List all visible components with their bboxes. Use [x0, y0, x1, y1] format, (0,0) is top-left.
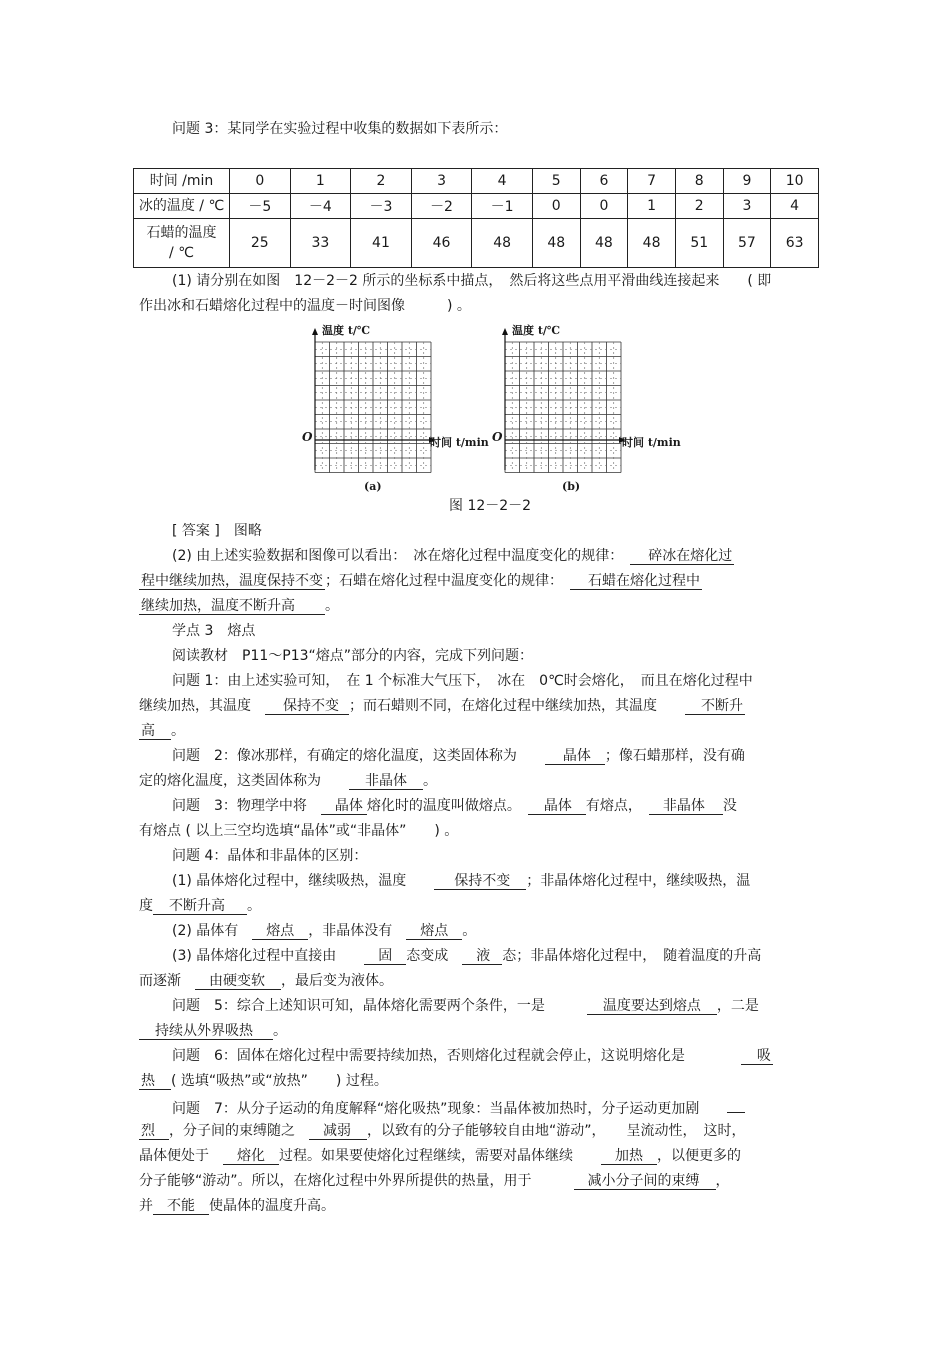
q2-text: 问题 2：像冰那样，有确定的熔化温度，这类固体称为: [172, 748, 545, 764]
table-cell: 25: [230, 219, 291, 268]
answer-blank: 非晶体: [649, 798, 723, 815]
q3b-line1: [172, 796, 737, 816]
answer-blank: 加热: [601, 1148, 657, 1165]
table-cell: 1: [628, 194, 676, 219]
q1-line2: [139, 696, 745, 716]
table-cell: 2: [351, 169, 412, 194]
q7-text: 分子能够“游动”。所以，在熔化过程中外界所提供的热量，用于: [139, 1173, 574, 1189]
wax-header-line2: / ℃: [169, 245, 194, 261]
q4-3-line1: [172, 946, 761, 966]
table-cell: 4: [771, 194, 819, 219]
y-axis-label-b: 温度 t/℃: [512, 324, 561, 337]
answer-blank: 熔点: [406, 923, 462, 940]
table-cell: 8: [675, 169, 723, 194]
y-arrow-icon: [312, 328, 318, 335]
q4-text: 态；非晶体熔化过程中， 随着温度的升高: [502, 948, 762, 964]
q4-text: 度: [139, 898, 153, 914]
q7-text: 过程。如果要使熔化过程继续，需要对晶体继续: [279, 1148, 601, 1164]
q4-text: ，最后变为液体。: [281, 973, 393, 989]
q7-line5: [139, 1196, 335, 1216]
table-cell: 48: [532, 219, 580, 268]
table-row-wax: [134, 219, 819, 268]
q1-text: ；而石蜡则不同，在熔化过程中继续加热，其温度: [349, 698, 685, 714]
q6-text: ( 选填“吸热”或“放热” ) 过程。: [171, 1073, 388, 1089]
q4-text: 。: [462, 923, 477, 939]
answer-blank: 固: [364, 948, 406, 965]
q7-text: 晶体便处于: [139, 1148, 223, 1164]
answer-blank: 减弱: [309, 1123, 367, 1140]
answer-blank: [727, 1096, 745, 1113]
table-cell: 48: [580, 219, 628, 268]
q5-line2: [139, 1021, 287, 1041]
answer-blank: 非晶体: [349, 773, 423, 790]
table-cell: 0: [230, 169, 291, 194]
table-cell: 10: [771, 169, 819, 194]
table-cell: 9: [723, 169, 771, 194]
answer-blank: 温度要达到熔点: [587, 998, 717, 1015]
table-cell: 3: [411, 169, 472, 194]
table-cell: 7: [628, 169, 676, 194]
answer-blank: 不能: [153, 1198, 209, 1215]
q7-text: 使晶体的温度升高。: [209, 1198, 335, 1214]
answer-blank: 熔点: [252, 923, 308, 940]
q3b-text: 有熔点，: [585, 798, 649, 814]
table-cell: －5: [230, 194, 291, 219]
q4-title: 问题 4：晶体和非晶体的区别：: [172, 848, 368, 864]
p2-text: ；石蜡在熔化过程中温度变化的规律：: [325, 573, 570, 589]
table-cell: 2: [675, 194, 723, 219]
graph-a-label: (a): [364, 480, 382, 493]
p1-line1: (1) 请分别在如图 12－2－2 所示的坐标系中描点， 然后将这些点用平滑曲线连接起来 ( 即: [172, 273, 772, 289]
q3-intro: 问题 3：某同学在实验过程中收集的数据如下表所示：: [172, 121, 508, 137]
table-row-ice: [134, 194, 819, 219]
q4-text: 而逐渐: [139, 973, 195, 989]
q2-line1: [172, 746, 745, 766]
read-line: 阅读教材 P11～P13“熔点”部分的内容，完成下列问题：: [172, 648, 534, 664]
q4-text: (3) 晶体熔化过程中直接由: [172, 948, 365, 964]
q7-text: ，分子间的束缚随之: [169, 1123, 309, 1139]
wax-header-line1: 石蜡的温度: [146, 225, 217, 241]
q6-line2: [139, 1071, 388, 1091]
graph-b-label: (b): [562, 480, 581, 493]
q4-text: (2) 晶体有: [172, 923, 253, 939]
q1-line3: [139, 721, 185, 741]
q3b-text: 问题 3：物理学中将: [172, 798, 321, 814]
answer-blank: 持续从外界吸热: [139, 1023, 273, 1040]
q7-text: ，以便更多的: [657, 1148, 741, 1164]
table-cell: －3: [351, 194, 412, 219]
q2-text: 。: [423, 773, 437, 789]
grid-b: [505, 342, 621, 473]
q4-3-line2: [139, 971, 393, 991]
table-cell: 0: [532, 194, 580, 219]
table-cell: 48: [472, 219, 533, 268]
y-axis-label-a: 温度 t/℃: [322, 324, 371, 337]
q7-text: 并: [139, 1198, 153, 1214]
table-cell: 51: [675, 219, 723, 268]
q4-text: 。: [247, 898, 261, 914]
q7-text: ，: [715, 1173, 730, 1189]
p2-line3: [139, 596, 339, 616]
q1-text: 。: [171, 723, 185, 739]
q2-text: 定的熔化温度，这类固体称为: [139, 773, 349, 789]
q4-text: (1) 晶体熔化过程中，继续吸热，温度: [172, 873, 435, 889]
table-cell: 5: [532, 169, 580, 194]
answer-blank: 吸: [741, 1048, 773, 1065]
q3b-line2: 有熔点 ( 以上三空均选填“晶体”或“非晶体” ) 。: [139, 823, 459, 839]
q2-line2: [139, 771, 437, 791]
answer-blank: 减小分子间的束缚: [574, 1173, 716, 1190]
p2-line1: [172, 546, 734, 566]
answer-blank: 晶体: [545, 748, 605, 765]
table-cell: 3: [723, 194, 771, 219]
q4-1-line1: [172, 871, 750, 891]
table-cell: 0: [580, 194, 628, 219]
answer-blank: 烈: [139, 1123, 169, 1140]
q6-text: 问题 6：固体在熔化过程中需要持续加热，否则熔化过程就会停止，这说明熔化是: [172, 1048, 741, 1064]
q5-text: 。: [273, 1023, 287, 1039]
section3-title: 学点 3 熔点: [172, 623, 256, 639]
q4-text: ；非晶体熔化过程中，继续吸热，温: [526, 873, 751, 889]
answer-blank: 不断升高: [153, 898, 247, 915]
q2-text: ；像石蜡那样，没有确: [604, 748, 745, 764]
wax-header: [134, 219, 230, 268]
y-arrow-icon: [502, 328, 508, 335]
time-header: 时间 /min: [134, 169, 230, 194]
answer-blank: 不断升: [685, 698, 745, 715]
answer-blank: 液: [462, 948, 502, 965]
q7-line2: [139, 1121, 746, 1141]
answer-blank: 保持不变: [434, 873, 526, 890]
q7-line4: [139, 1171, 730, 1191]
table-cell: 41: [351, 219, 412, 268]
q3b-text: 没: [722, 798, 737, 814]
graph-a: [298, 322, 498, 497]
table-cell: 46: [411, 219, 472, 268]
table-cell: －1: [472, 194, 533, 219]
p1-line2: 作出冰和石蜡熔化过程中的温度－时间图像 ) 。: [139, 298, 471, 314]
figure-caption: 图 12－2－2: [449, 498, 532, 514]
table-cell: 33: [290, 219, 351, 268]
q5-line1: [172, 996, 759, 1016]
p2-line2: [139, 571, 702, 591]
q5-text: 问题 5：综合上述知识可知，晶体熔化需要两个条件，一是: [172, 998, 587, 1014]
x-axis-label-b: 时间 t/min: [622, 436, 681, 449]
ice-header: 冰的温度 / ℃: [134, 194, 230, 219]
table-cell: 6: [580, 169, 628, 194]
origin-label-a: O: [302, 430, 313, 444]
q5-text: ，二是: [716, 998, 759, 1014]
p2-text: 。: [325, 598, 339, 614]
answer-blank: 程中继续加热，温度保持不变: [141, 573, 323, 589]
answer-blank: 晶体: [528, 798, 586, 815]
table-cell: －2: [411, 194, 472, 219]
answer-blank: 熔化: [223, 1148, 279, 1165]
p2-text: (2) 由上述实验数据和图像可以看出： 冰在熔化过程中温度变化的规律：: [172, 548, 631, 564]
grid-a: [315, 342, 431, 473]
answer-blank: 晶体: [321, 798, 367, 815]
q4-1-line2: [139, 896, 261, 916]
answer-blank: 碎冰在熔化过: [630, 548, 734, 565]
table-cell: 63: [771, 219, 819, 268]
origin-label-b: O: [492, 430, 503, 444]
answer-blank: 继续加热，温度不断升高: [139, 598, 325, 615]
data-table: [133, 168, 819, 268]
q7-text: 问题 7：从分子运动的角度解释“熔化吸热”现象：当晶体被加热时，分子运动更加剧: [172, 1101, 728, 1117]
q1-line1: 问题 1：由上述实验可知， 在 1 个标准大气压下， 冰在 0℃时会熔化， 而且在熔化过程中: [172, 673, 753, 689]
q3b-text: 熔化时的温度叫做熔点。: [366, 798, 528, 814]
table-cell: 1: [290, 169, 351, 194]
q4-2-line: [172, 921, 476, 941]
q4-text: 态变成: [406, 948, 463, 964]
answer-blank: 高: [139, 723, 171, 740]
answer-blank: 热: [139, 1073, 171, 1090]
q6-line1: [172, 1046, 773, 1066]
x-axis-label-a: 时间 t/min: [430, 436, 489, 449]
table-cell: 4: [472, 169, 533, 194]
answer-blank: 由硬变软: [195, 973, 281, 990]
q7-line1: [172, 1096, 745, 1119]
table-row-time: [134, 169, 819, 194]
table-cell: 48: [628, 219, 676, 268]
q1-text: 继续加热，其温度: [139, 698, 265, 714]
answer-blank: 保持不变: [265, 698, 349, 715]
table-cell: 57: [723, 219, 771, 268]
q7-text: ，以致有的分子能够较自由地“游动”， 呈流动性， 这时，: [367, 1123, 746, 1139]
q7-line3: [139, 1146, 741, 1166]
table-cell: －4: [290, 194, 351, 219]
answer-line: [ 答案 ] 图略: [172, 523, 262, 539]
q4-text: ，非晶体没有: [308, 923, 407, 939]
answer-blank: 石蜡在熔化过程中: [570, 573, 702, 590]
graph-b: [488, 322, 688, 497]
